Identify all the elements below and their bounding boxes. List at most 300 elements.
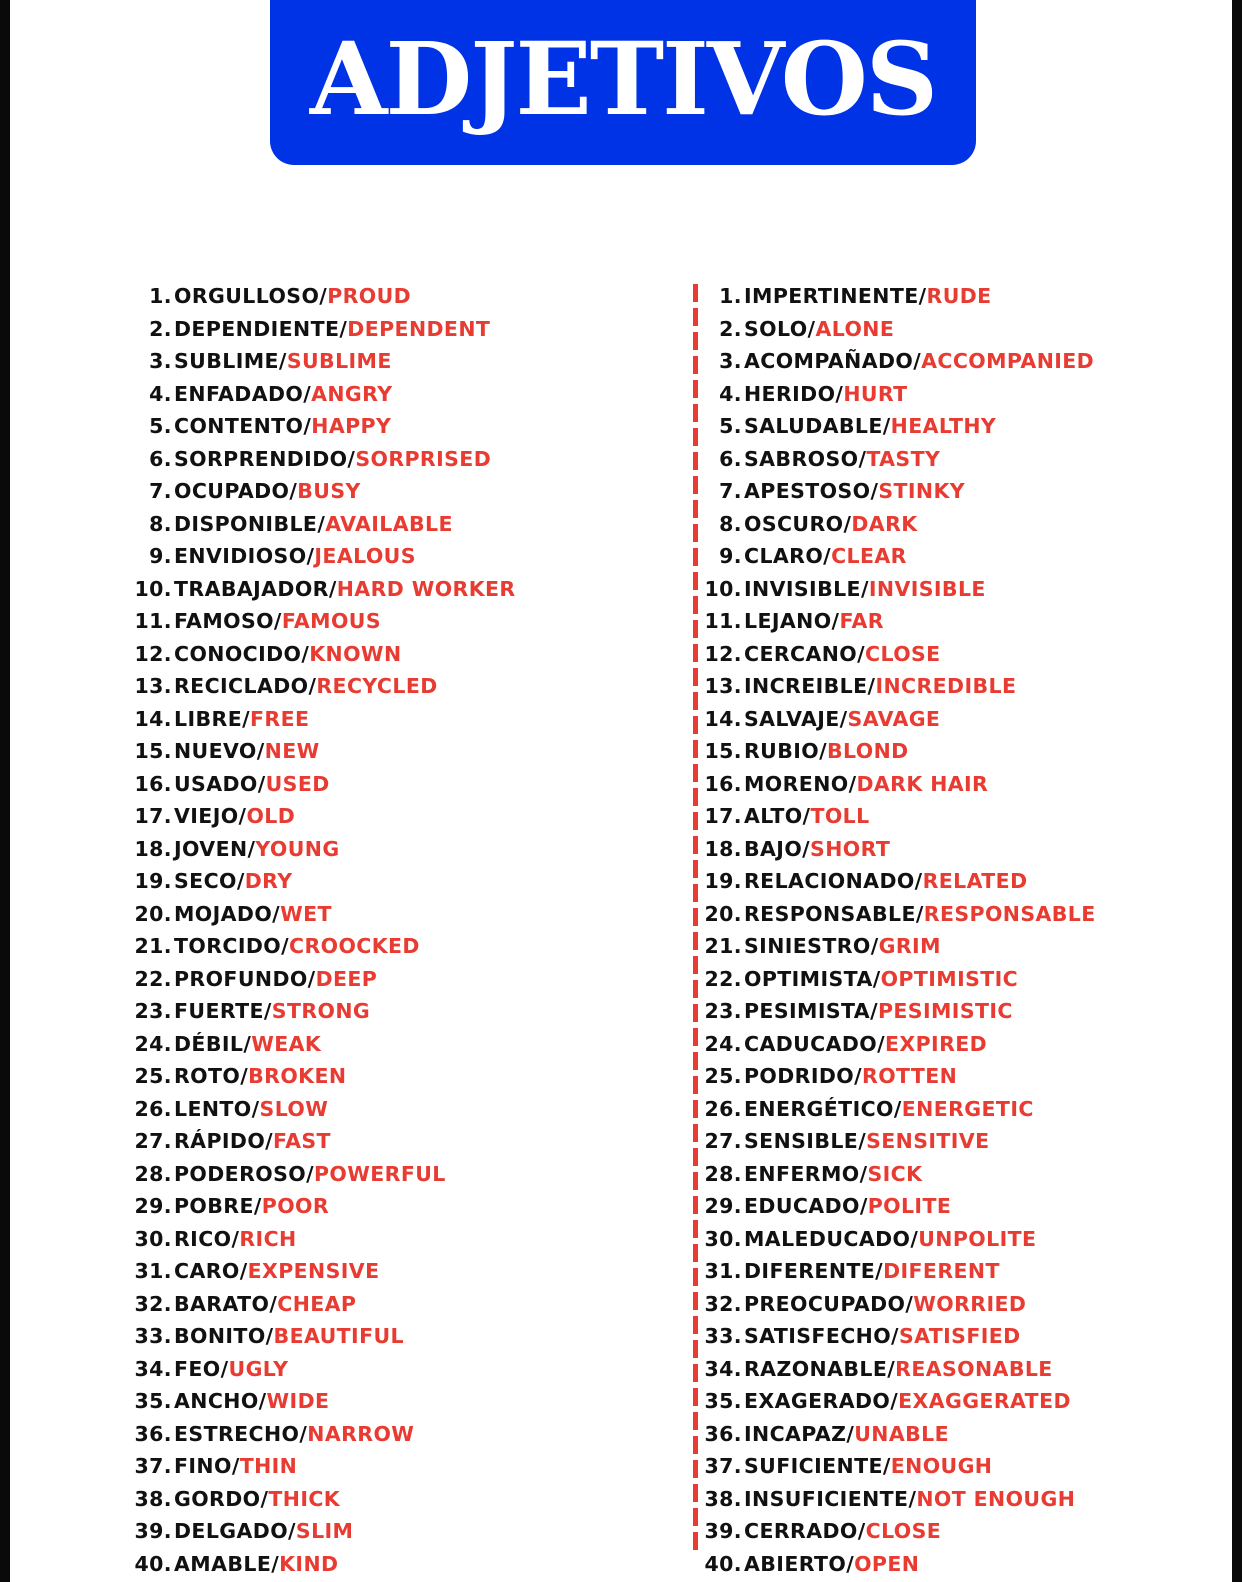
list-item xyxy=(698,573,1096,606)
english-translation: THICK xyxy=(268,1486,341,1511)
item-number: 15. xyxy=(704,739,742,764)
english-translation: DRY xyxy=(244,869,293,894)
page-title: ADJETIVOS xyxy=(309,19,937,138)
item-number: 6. xyxy=(149,446,172,471)
list-item xyxy=(698,1255,1096,1288)
item-number: 28. xyxy=(704,1161,742,1186)
item-number: 21. xyxy=(704,934,742,959)
document-page xyxy=(10,0,1232,1582)
item-number: 3. xyxy=(719,349,742,374)
list-item xyxy=(128,670,516,703)
list-item xyxy=(128,378,516,411)
english-translation: DIFERENT xyxy=(883,1259,1000,1284)
item-number: 39. xyxy=(134,1519,172,1544)
list-item xyxy=(128,1028,516,1061)
spanish-word: APESTOSO/ xyxy=(744,479,879,504)
item-number: 4. xyxy=(149,381,172,406)
english-translation: USED xyxy=(265,771,330,796)
list-item xyxy=(698,1483,1096,1516)
list-item xyxy=(698,930,1096,963)
item-number: 22. xyxy=(704,966,742,991)
spanish-word: TRABAJADOR/ xyxy=(174,576,337,601)
item-number: 39. xyxy=(704,1519,742,1544)
spanish-word: MALEDUCADO/ xyxy=(744,1226,919,1251)
english-translation: FAR xyxy=(839,609,884,634)
spanish-word: LIBRE/ xyxy=(174,706,250,731)
spanish-word: TORCIDO/ xyxy=(174,934,289,959)
spanish-word: PESIMISTA/ xyxy=(744,999,878,1024)
item-number: 17. xyxy=(704,804,742,829)
list-item xyxy=(698,1158,1096,1191)
spanish-word: ORGULLOSO/ xyxy=(174,284,328,309)
list-item xyxy=(698,345,1096,378)
list-item xyxy=(128,963,516,996)
spanish-word: HERIDO/ xyxy=(744,381,844,406)
english-translation: ANGRY xyxy=(311,381,393,406)
english-translation: RECYCLED xyxy=(316,674,438,699)
item-number: 30. xyxy=(704,1226,742,1251)
english-translation: TOLL xyxy=(810,804,870,829)
item-number: 13. xyxy=(134,674,172,699)
spanish-word: CERRADO/ xyxy=(744,1519,866,1544)
list-item xyxy=(128,865,516,898)
english-translation: TASTY xyxy=(866,446,941,471)
item-number: 19. xyxy=(134,869,172,894)
spanish-word: LEJANO/ xyxy=(744,609,840,634)
spanish-word: MOJADO/ xyxy=(174,901,281,926)
item-number: 2. xyxy=(149,316,172,341)
spanish-word: SALUDABLE/ xyxy=(744,414,891,439)
english-translation: REASONABLE xyxy=(895,1356,1053,1381)
spanish-word: CONOCIDO/ xyxy=(174,641,310,666)
item-number: 13. xyxy=(704,674,742,699)
spanish-word: ENVIDIOSO/ xyxy=(174,544,315,569)
spanish-word: MORENO/ xyxy=(744,771,857,796)
list-item xyxy=(698,1515,1096,1548)
item-number: 2. xyxy=(719,316,742,341)
adjective-list-right xyxy=(698,280,1096,1580)
spanish-word: BAJO/ xyxy=(744,836,811,861)
item-number: 34. xyxy=(134,1356,172,1381)
list-item xyxy=(128,1060,516,1093)
english-translation: ENOUGH xyxy=(890,1454,993,1479)
english-translation: FREE xyxy=(250,706,310,731)
spanish-word: SINIESTRO/ xyxy=(744,934,879,959)
item-number: 26. xyxy=(134,1096,172,1121)
list-item xyxy=(128,995,516,1028)
spanish-word: FEO/ xyxy=(174,1356,229,1381)
spanish-word: DIFERENTE/ xyxy=(744,1259,884,1284)
list-item xyxy=(698,313,1096,346)
list-item xyxy=(128,540,516,573)
spanish-word: INSUFICIENTE/ xyxy=(744,1486,917,1511)
item-number: 36. xyxy=(704,1421,742,1446)
item-number: 35. xyxy=(704,1389,742,1414)
item-number: 23. xyxy=(704,999,742,1024)
list-item xyxy=(698,1548,1096,1581)
list-item xyxy=(698,995,1096,1028)
spanish-word: FINO/ xyxy=(174,1454,240,1479)
item-number: 30. xyxy=(134,1226,172,1251)
english-translation: SORPRISED xyxy=(355,446,492,471)
english-translation: FAMOUS xyxy=(281,609,381,634)
spanish-word: FAMOSO/ xyxy=(174,609,282,634)
english-translation: SATISFIED xyxy=(898,1324,1021,1349)
list-item xyxy=(128,475,516,508)
spanish-word: SORPRENDIDO/ xyxy=(174,446,356,471)
list-item xyxy=(698,1450,1096,1483)
list-item xyxy=(698,865,1096,898)
list-item xyxy=(128,345,516,378)
list-item xyxy=(128,1515,516,1548)
item-number: 19. xyxy=(704,869,742,894)
list-item xyxy=(698,898,1096,931)
item-number: 10. xyxy=(704,576,742,601)
english-translation: NARROW xyxy=(307,1421,415,1446)
list-item xyxy=(128,833,516,866)
list-item xyxy=(128,1483,516,1516)
english-translation: FAST xyxy=(273,1129,331,1154)
item-number: 1. xyxy=(149,284,172,309)
english-translation: ACCOMPANIED xyxy=(921,349,1095,374)
list-item xyxy=(128,573,516,606)
list-item xyxy=(128,1190,516,1223)
spanish-word: GORDO/ xyxy=(174,1486,269,1511)
spanish-word: OSCURO/ xyxy=(744,511,852,536)
english-translation: RELATED xyxy=(922,869,1028,894)
item-number: 25. xyxy=(704,1064,742,1089)
list-item xyxy=(128,800,516,833)
list-item xyxy=(128,1125,516,1158)
spanish-word: ENFADADO/ xyxy=(174,381,312,406)
english-translation: THIN xyxy=(239,1454,298,1479)
item-number: 27. xyxy=(134,1129,172,1154)
item-number: 12. xyxy=(134,641,172,666)
list-item xyxy=(128,605,516,638)
list-item xyxy=(698,443,1096,476)
item-number: 20. xyxy=(704,901,742,926)
item-number: 20. xyxy=(134,901,172,926)
adjective-list-left xyxy=(128,280,516,1580)
item-number: 1. xyxy=(719,284,742,309)
item-number: 37. xyxy=(704,1454,742,1479)
english-translation: PROUD xyxy=(327,284,412,309)
item-number: 25. xyxy=(134,1064,172,1089)
english-translation: STRONG xyxy=(271,999,371,1024)
item-number: 11. xyxy=(704,609,742,634)
item-number: 17. xyxy=(134,804,172,829)
list-item xyxy=(698,1418,1096,1451)
item-number: 8. xyxy=(149,511,172,536)
spanish-word: SALVAJE/ xyxy=(744,706,848,731)
english-translation: WET xyxy=(280,901,332,926)
spanish-word: JOVEN/ xyxy=(174,836,256,861)
list-item xyxy=(698,280,1096,313)
english-translation: KNOWN xyxy=(309,641,402,666)
spanish-word: PODRIDO/ xyxy=(744,1064,863,1089)
list-item xyxy=(128,638,516,671)
spanish-word: NUEVO/ xyxy=(174,739,265,764)
list-item xyxy=(698,800,1096,833)
spanish-word: ESTRECHO/ xyxy=(174,1421,308,1446)
english-translation: BEAUTIFUL xyxy=(273,1324,404,1349)
item-number: 38. xyxy=(704,1486,742,1511)
english-translation: UGLY xyxy=(228,1356,289,1381)
english-translation: BROKEN xyxy=(248,1064,347,1089)
list-item xyxy=(128,1418,516,1451)
item-number: 5. xyxy=(149,414,172,439)
spanish-word: RUBIO/ xyxy=(744,739,827,764)
list-item xyxy=(128,1288,516,1321)
english-translation: HARD WORKER xyxy=(336,576,516,601)
item-number: 36. xyxy=(134,1421,172,1446)
spanish-word: SUBLIME/ xyxy=(174,349,287,374)
item-number: 12. xyxy=(704,641,742,666)
list-item xyxy=(128,898,516,931)
english-translation: GRIM xyxy=(878,934,941,959)
spanish-word: RESPONSABLE/ xyxy=(744,901,924,926)
list-item xyxy=(698,1353,1096,1386)
english-translation: SHORT xyxy=(810,836,891,861)
item-number: 5. xyxy=(719,414,742,439)
spanish-word: SUFICIENTE/ xyxy=(744,1454,891,1479)
list-item xyxy=(128,1385,516,1418)
list-item xyxy=(128,703,516,736)
spanish-word: POBRE/ xyxy=(174,1194,262,1219)
english-translation: DEEP xyxy=(315,966,378,991)
list-item xyxy=(698,1385,1096,1418)
list-item xyxy=(698,703,1096,736)
english-translation: STINKY xyxy=(878,479,966,504)
english-translation: BUSY xyxy=(297,479,361,504)
list-item xyxy=(698,1093,1096,1126)
list-item xyxy=(128,508,516,541)
item-number: 32. xyxy=(134,1291,172,1316)
list-item xyxy=(128,1450,516,1483)
english-translation: DARK xyxy=(851,511,918,536)
spanish-word: INCAPAZ/ xyxy=(744,1421,855,1446)
spanish-word: OCUPADO/ xyxy=(174,479,298,504)
item-number: 11. xyxy=(134,609,172,634)
spanish-word: CADUCADO/ xyxy=(744,1031,886,1056)
list-item xyxy=(698,410,1096,443)
spanish-word: RAZONABLE/ xyxy=(744,1356,896,1381)
english-translation: POOR xyxy=(261,1194,330,1219)
spanish-word: CERCANO/ xyxy=(744,641,866,666)
english-translation: OPTIMISTIC xyxy=(880,966,1019,991)
english-translation: HAPPY xyxy=(311,414,392,439)
spanish-word: ABIERTO/ xyxy=(744,1551,855,1576)
spanish-word: ACOMPAÑADO/ xyxy=(744,349,922,374)
item-number: 28. xyxy=(134,1161,172,1186)
list-item xyxy=(698,508,1096,541)
item-number: 29. xyxy=(134,1194,172,1219)
spanish-word: VIEJO/ xyxy=(174,804,247,829)
spanish-word: BARATO/ xyxy=(174,1291,278,1316)
list-item xyxy=(698,475,1096,508)
item-number: 26. xyxy=(704,1096,742,1121)
spanish-word: SOLO/ xyxy=(744,316,816,341)
english-translation: AVAILABLE xyxy=(325,511,453,536)
english-translation: WORRIED xyxy=(913,1291,1027,1316)
list-item xyxy=(128,1093,516,1126)
list-item xyxy=(128,1158,516,1191)
item-number: 9. xyxy=(719,544,742,569)
english-translation: SENSITIVE xyxy=(866,1129,990,1154)
spanish-word: LENTO/ xyxy=(174,1096,260,1121)
spanish-word: INVISIBLE/ xyxy=(744,576,869,601)
item-number: 16. xyxy=(704,771,742,796)
item-number: 7. xyxy=(719,479,742,504)
spanish-word: RICO/ xyxy=(174,1226,240,1251)
list-item xyxy=(698,1028,1096,1061)
english-translation: RESPONSABLE xyxy=(923,901,1096,926)
list-item xyxy=(128,443,516,476)
item-number: 3. xyxy=(149,349,172,374)
english-translation: WIDE xyxy=(266,1389,330,1414)
english-translation: EXPENSIVE xyxy=(247,1259,380,1284)
english-translation: DARK HAIR xyxy=(856,771,989,796)
english-translation: POLITE xyxy=(867,1194,952,1219)
list-item xyxy=(128,1223,516,1256)
item-number: 29. xyxy=(704,1194,742,1219)
english-translation: KIND xyxy=(279,1551,339,1576)
english-translation: WEAK xyxy=(251,1031,322,1056)
item-number: 31. xyxy=(704,1259,742,1284)
english-translation: SUBLIME xyxy=(286,349,392,374)
list-item xyxy=(698,670,1096,703)
item-number: 32. xyxy=(704,1291,742,1316)
spanish-word: CLARO/ xyxy=(744,544,832,569)
item-number: 14. xyxy=(704,706,742,731)
spanish-word: SABROSO/ xyxy=(744,446,867,471)
item-number: 38. xyxy=(134,1486,172,1511)
list-item xyxy=(128,1548,516,1581)
item-number: 10. xyxy=(134,576,172,601)
spanish-word: USADO/ xyxy=(174,771,266,796)
spanish-word: BONITO/ xyxy=(174,1324,274,1349)
english-translation: RICH xyxy=(239,1226,297,1251)
english-translation: CLEAR xyxy=(831,544,907,569)
item-number: 24. xyxy=(704,1031,742,1056)
item-number: 6. xyxy=(719,446,742,471)
english-translation: SICK xyxy=(867,1161,923,1186)
english-translation: INVISIBLE xyxy=(868,576,986,601)
english-translation: SAVAGE xyxy=(847,706,941,731)
spanish-word: EDUCADO/ xyxy=(744,1194,868,1219)
list-item xyxy=(128,930,516,963)
list-item xyxy=(698,735,1096,768)
spanish-word: RELACIONADO/ xyxy=(744,869,923,894)
spanish-word: DEPENDIENTE/ xyxy=(174,316,348,341)
item-number: 23. xyxy=(134,999,172,1024)
english-translation: CLOSE xyxy=(865,641,941,666)
list-item xyxy=(698,1223,1096,1256)
english-translation: YOUNG xyxy=(255,836,340,861)
list-item xyxy=(128,313,516,346)
list-item xyxy=(128,280,516,313)
item-number: 27. xyxy=(704,1129,742,1154)
list-item xyxy=(698,833,1096,866)
spanish-word: DÉBIL/ xyxy=(174,1031,252,1056)
item-number: 18. xyxy=(704,836,742,861)
english-translation: ALONE xyxy=(815,316,895,341)
english-translation: PESIMISTIC xyxy=(877,999,1013,1024)
list-item xyxy=(698,963,1096,996)
english-translation: HURT xyxy=(843,381,908,406)
spanish-word: INCREIBLE/ xyxy=(744,674,876,699)
english-translation: CHEAP xyxy=(277,1291,357,1316)
item-number: 34. xyxy=(704,1356,742,1381)
spanish-word: ALTO/ xyxy=(744,804,811,829)
item-number: 40. xyxy=(704,1551,742,1576)
item-number: 7. xyxy=(149,479,172,504)
english-translation: SLIM xyxy=(295,1519,354,1544)
spanish-word: EXAGERADO/ xyxy=(744,1389,899,1414)
item-number: 31. xyxy=(134,1259,172,1284)
spanish-word: AMABLE/ xyxy=(174,1551,280,1576)
english-translation: ROTTEN xyxy=(862,1064,958,1089)
item-number: 16. xyxy=(134,771,172,796)
item-number: 35. xyxy=(134,1389,172,1414)
item-number: 33. xyxy=(704,1324,742,1349)
english-translation: POWERFUL xyxy=(313,1161,446,1186)
list-item xyxy=(128,1353,516,1386)
english-translation: DEPENDENT xyxy=(347,316,491,341)
spanish-word: ENERGÉTICO/ xyxy=(744,1096,902,1121)
list-item xyxy=(128,768,516,801)
item-number: 8. xyxy=(719,511,742,536)
english-translation: SLOW xyxy=(259,1096,329,1121)
spanish-word: RÁPIDO/ xyxy=(174,1129,274,1154)
spanish-word: PREOCUPADO/ xyxy=(744,1291,914,1316)
list-item xyxy=(698,378,1096,411)
spanish-word: OPTIMISTA/ xyxy=(744,966,881,991)
spanish-word: PROFUNDO/ xyxy=(174,966,316,991)
spanish-word: CONTENTO/ xyxy=(174,414,312,439)
title-banner xyxy=(270,0,976,165)
english-translation: CLOSE xyxy=(865,1519,942,1544)
item-number: 24. xyxy=(134,1031,172,1056)
item-number: 4. xyxy=(719,381,742,406)
english-translation: HEALTHY xyxy=(890,414,997,439)
list-item xyxy=(698,768,1096,801)
list-item xyxy=(698,1320,1096,1353)
item-number: 22. xyxy=(134,966,172,991)
list-item xyxy=(128,1320,516,1353)
english-translation: OLD xyxy=(246,804,296,829)
list-item xyxy=(128,410,516,443)
spanish-word: ENFERMO/ xyxy=(744,1161,868,1186)
english-translation: BLOND xyxy=(827,739,909,764)
spanish-word: ROTO/ xyxy=(174,1064,249,1089)
item-number: 21. xyxy=(134,934,172,959)
item-number: 15. xyxy=(134,739,172,764)
english-translation: OPEN xyxy=(854,1551,920,1576)
list-item xyxy=(698,1190,1096,1223)
item-number: 18. xyxy=(134,836,172,861)
spanish-word: RECICLADO/ xyxy=(174,674,317,699)
english-translation: INCREDIBLE xyxy=(875,674,1017,699)
spanish-word: SECO/ xyxy=(174,869,245,894)
spanish-word: IMPERTINENTE/ xyxy=(744,284,927,309)
spanish-word: FUERTE/ xyxy=(174,999,272,1024)
english-translation: UNABLE xyxy=(854,1421,950,1446)
item-number: 33. xyxy=(134,1324,172,1349)
item-number: 9. xyxy=(149,544,172,569)
english-translation: NEW xyxy=(264,739,320,764)
list-item xyxy=(698,1060,1096,1093)
